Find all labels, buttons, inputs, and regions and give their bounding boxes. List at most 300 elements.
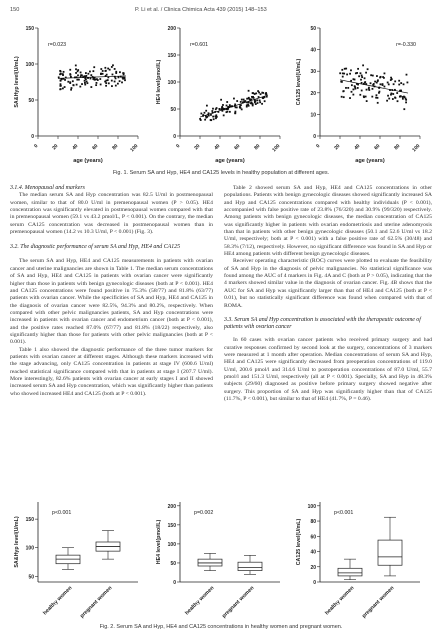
fig1-panel-1 xyxy=(14,26,140,164)
data-point xyxy=(75,72,77,74)
right-column xyxy=(224,185,432,403)
data-point xyxy=(58,76,60,78)
data-point xyxy=(105,80,107,82)
data-point xyxy=(246,106,248,108)
p-value-label: p<0.001 xyxy=(52,510,72,516)
data-point xyxy=(79,86,81,88)
data-point xyxy=(398,84,400,86)
data-point xyxy=(243,99,245,101)
data-point xyxy=(255,92,257,94)
data-point xyxy=(59,70,61,72)
data-point xyxy=(340,81,342,83)
data-point xyxy=(262,92,264,94)
data-point xyxy=(85,72,87,74)
data-point xyxy=(400,82,402,84)
x-tick-label: 20 xyxy=(193,143,202,152)
x-tick-label: 0 xyxy=(175,143,182,150)
data-point xyxy=(81,83,83,85)
paragraph: In 60 cases with ovarian cancer patients who received primary surgery and had curative responses confirmed by second look at the surgery, concentrations of 3 markers were measured at 1 month after operation. Median concentrations of serum SA and Hyp, HE4 and CA125 were significantly decreased from preoperation concentrations of 119.0 U/ml, 200.6 pmol/l and 314.6 U/ml to postoperation concentrations of 87.0 U/ml, 55.7 pmol/l and 151.3 U/ml, respectively (all at P < 0.001). Specially, SA and Hyp in 48.3% subjects (29/60) diagnosed as positive before primary surgery showed negative after surgery. This proportion of SA and Hyp was significantly higher than that of CA125 (11.7%, P < 0.001), but similar to that of HE4 (41.7%, P = 0.46). xyxy=(224,337,432,402)
data-point xyxy=(361,75,363,77)
y-tick-label: 50 xyxy=(170,560,176,567)
figure-2 xyxy=(8,494,434,622)
y-tick-label: 60 xyxy=(310,534,316,541)
y-tick-label: 100 xyxy=(25,545,34,552)
y-tick-label: 40 xyxy=(310,549,316,556)
data-point xyxy=(392,98,394,100)
data-point xyxy=(96,78,98,80)
x-axis-label: age (years) xyxy=(73,158,103,164)
paragraph: Table 2 showed serum SA and Hyp, HE4 and CA125 concentrations in other populations. Patients with benign gynecologic diseases showed significantly increased SA and Hyp and CA125 concentrations compared with healthy individuals (P < 0.001), accompanied with false positive rate of 23.8% (76/320) and 30.9% (99/320) respectively. Among patients with benign gynecologic diseases, the median concentration of CA125 was significantly higher in patients with ovarian endometriosis and uterine adenomyosis than that in patients with other benign gynecologic diseases (50.1 and 52.6 U/ml vs 18.2 U/ml, respectively; both at P < 0.001) with a false positive rate of 62.5% (30/48) and 58.3% (7/12), respectively. However, no significant difference was found in SA and Hyp or HE4 among patients with different benign gynecologic diseases. xyxy=(224,185,432,258)
data-point xyxy=(244,100,246,102)
data-point xyxy=(69,69,71,71)
data-point xyxy=(199,118,201,120)
data-point xyxy=(95,84,97,86)
data-point xyxy=(344,68,346,70)
y-tick-label: 100 xyxy=(25,62,34,68)
x-tick-label: 100 xyxy=(271,143,282,154)
data-point xyxy=(372,84,374,86)
data-point xyxy=(252,92,254,94)
data-point xyxy=(366,89,368,91)
figure-2-caption: Fig. 2. Serum SA and Hyp, HE4 and CA125 concentrations in healthy women and pregnant women. xyxy=(99,624,343,630)
data-point xyxy=(261,103,263,105)
paragraph: Receiver operating characteristic (ROC) curves were plotted to evaluate the feasibility of SA and Hyp in the diagnosis of pelvic malignancies. No statistical significance was found among the AUC of 4 markers in Fig. 4A and C (both at P > 0.05), indicating that the 4 markers showed similar value in the diagnosis of ovarian cancer. Fig. 4B shows that the AUC for SA and Hyp was significantly larger than that of HE4 and CA125 (both at P < 0.01), but no statistically significant difference was found when compared with that of ROMA. xyxy=(224,258,432,309)
data-point xyxy=(111,85,113,87)
data-point xyxy=(84,80,86,82)
y-tick-label: 100 xyxy=(167,80,176,86)
data-point xyxy=(391,93,393,95)
data-point xyxy=(236,100,238,102)
data-point xyxy=(391,78,393,80)
data-point xyxy=(254,101,256,103)
data-point xyxy=(346,74,348,76)
data-point xyxy=(234,103,236,105)
data-point xyxy=(123,73,125,75)
data-point xyxy=(361,90,363,92)
data-point xyxy=(76,79,78,81)
y-tick-label: 100 xyxy=(167,541,176,548)
data-point xyxy=(86,81,88,83)
data-point xyxy=(361,76,363,78)
data-point xyxy=(226,101,228,103)
figure-1-caption: Fig. 1. Serum SA and Hyp, HE4 and CA125 levels in healthy population at different ages. xyxy=(112,170,330,176)
category-label: healthy women xyxy=(184,585,216,617)
y-tick-label: 0 xyxy=(173,134,176,140)
data-point xyxy=(60,85,62,87)
data-point xyxy=(233,98,235,100)
fig2-panel-1 xyxy=(14,502,138,619)
category-label: healthy women xyxy=(324,585,356,617)
data-point xyxy=(64,86,66,88)
y-axis-label: SA&Hyp level(U/mL) xyxy=(14,516,20,568)
correlation-label: r=0.601 xyxy=(190,42,209,48)
data-point xyxy=(257,102,259,104)
data-point xyxy=(352,94,354,96)
data-point xyxy=(119,80,121,82)
x-axis-label: age (years) xyxy=(355,158,385,164)
data-point xyxy=(372,88,374,90)
data-point xyxy=(371,96,373,98)
data-point xyxy=(343,90,345,92)
data-point xyxy=(351,91,353,93)
category-label: pregnant women xyxy=(79,585,114,620)
data-point xyxy=(89,71,91,73)
data-point xyxy=(112,64,114,66)
data-point xyxy=(360,79,362,81)
data-point xyxy=(72,84,74,86)
section-3-3-title: 3.3. Serum SA and Hyp concentration is associated with the therapeutic outcome of patients with ovarian cancer xyxy=(224,316,421,331)
data-point xyxy=(226,105,228,107)
data-point xyxy=(216,107,218,109)
data-point xyxy=(384,72,386,74)
data-point xyxy=(75,65,77,67)
y-axis-label: SA&Hyp level(U/mL) xyxy=(14,56,20,108)
data-point xyxy=(365,72,367,74)
data-point xyxy=(396,92,398,94)
data-point xyxy=(229,111,231,113)
data-point xyxy=(355,72,357,74)
data-point xyxy=(249,98,251,100)
data-point xyxy=(349,73,351,75)
data-point xyxy=(218,108,220,110)
data-point xyxy=(70,89,72,91)
data-point xyxy=(403,83,405,85)
paragraph: The serum SA and Hyp, HE4 and CA125 measurements in patients with ovarian cancer and uterine malignancies are shown in Table 1. The median serum concentrations of SA and Hyp, HE4 and CA125 in patients with ovarian cancer were significantly higher than those in patients with benign gynecologic diseases (both at P < 0.001). HE4 and CA125 concentrations were found positive in 75.3% (58/77) and 81.8% (63/77) patients with ovarian cancer. While the specificities of SA and Hyp, HE4 and CA125 in the diagnosis of ovarian cancer were 82.5%, 94.3% and 80.2%, respectively. When compared with other pelvic malignancies patients, SA and Hyp concentrations were increased in patients with ovarian cancer and endometrium cancer (both at P < 0.001), and the positive rates reached 87.0% (67/77) and 81.8% (18/22) respectively, also significantly higher than those for patients with other pelvic malignancies (both at P < 0.001). xyxy=(10,258,213,346)
paragraph: Table 1 also showed the diagnostic performance of the three tumor markers for patients with ovarian cancer at different stages. Although these markers increased with the stage advancing, only CA125 concentration in patients at stage IV (600.6 U/ml) reached statistical significance compared with that in patients at stage I (207.7 U/ml). More interestingly, 82.6% patients with ovarian cancer at early stages I and II showed increased serum SA and Hyp concentration, which was significantly higher than patients who showed increased HE4 and CA125 (both at P < 0.001). xyxy=(10,346,213,397)
data-point xyxy=(62,74,64,76)
data-point xyxy=(77,74,79,76)
right-column-body xyxy=(224,185,432,310)
data-point xyxy=(61,78,63,80)
data-point xyxy=(358,75,360,77)
data-point xyxy=(123,77,125,79)
data-point xyxy=(200,113,202,115)
y-tick-label: 20 xyxy=(310,564,316,571)
y-tick-label: 150 xyxy=(167,522,176,529)
data-point xyxy=(210,114,212,116)
data-point xyxy=(252,96,254,98)
data-point xyxy=(63,71,65,73)
data-point xyxy=(85,78,87,80)
data-point xyxy=(357,87,359,89)
data-point xyxy=(208,115,210,117)
y-tick-label: 50 xyxy=(28,574,34,581)
box xyxy=(378,540,402,565)
data-point xyxy=(114,81,116,83)
data-point xyxy=(213,118,215,120)
data-point xyxy=(350,80,352,82)
figure-1 xyxy=(8,18,434,168)
data-point xyxy=(90,86,92,88)
section-3-1-4-body: The median serum SA and Hyp concentration was 82.5 U/ml in postmenopausal women, similar to that of 80.0 U/ml in premenopausal women (P > 0.05). HE4 concentration was significantly elevated in postmenopausal women compared with that in premenopausal women (59.1 vs 43.2 pmol/L, P < 0.001). On the contrary, the median serum CA125 concentration was decreased in postmenopausal women than in premenopausal women (14.2 vs 10.3 U/ml, P < 0.001) (Fig. 3). xyxy=(10,192,213,235)
data-point xyxy=(90,74,92,76)
data-point xyxy=(360,72,362,74)
x-tick-label: 40 xyxy=(213,143,222,152)
x-tick-label: 20 xyxy=(333,143,342,152)
data-point xyxy=(60,73,62,75)
y-tick-label: 50 xyxy=(310,26,316,32)
fig2-panel-2 xyxy=(156,502,280,619)
data-point xyxy=(96,82,98,84)
box xyxy=(338,568,362,576)
data-point xyxy=(370,74,372,76)
data-point xyxy=(407,82,409,84)
x-tick-label: 40 xyxy=(71,143,80,152)
box xyxy=(238,562,262,570)
data-point xyxy=(204,112,206,114)
data-point xyxy=(264,100,266,102)
data-point xyxy=(339,72,341,74)
y-axis-label: CA125 level(U/mL) xyxy=(296,518,302,566)
data-point xyxy=(77,69,79,71)
regression-line xyxy=(340,80,408,93)
journal-header: P. Li et al. / Clinica Chimica Acta 439 (2015) 148–153 xyxy=(135,7,267,13)
p-value-label: p=0.002 xyxy=(194,510,214,516)
x-tick-label: 60 xyxy=(233,143,242,152)
data-point xyxy=(100,84,102,86)
data-point xyxy=(70,74,72,76)
data-point xyxy=(250,102,252,104)
data-point xyxy=(107,68,109,70)
data-point xyxy=(257,90,259,92)
data-point xyxy=(60,88,62,90)
data-point xyxy=(366,100,368,102)
data-point xyxy=(111,80,113,82)
data-point xyxy=(211,110,213,112)
data-point xyxy=(349,97,351,99)
data-point xyxy=(343,96,345,98)
x-tick-label: 60 xyxy=(373,143,382,152)
data-point xyxy=(370,82,372,84)
y-tick-label: 50 xyxy=(170,107,176,113)
figure-2-charts xyxy=(8,494,434,622)
data-point xyxy=(212,116,214,118)
y-axis-label: HE4 level(pmol/L) xyxy=(156,59,162,105)
data-point xyxy=(343,73,345,75)
data-point xyxy=(397,100,399,102)
data-point xyxy=(400,90,402,92)
data-point xyxy=(80,72,82,74)
data-point xyxy=(220,99,222,101)
data-point xyxy=(405,101,407,103)
data-point xyxy=(259,100,261,102)
data-point xyxy=(403,108,405,110)
data-point xyxy=(382,76,384,78)
x-tick-label: 100 xyxy=(129,143,140,154)
data-point xyxy=(390,77,392,79)
data-point xyxy=(406,74,408,76)
data-point xyxy=(241,99,243,101)
data-point xyxy=(108,82,110,84)
y-tick-label: 0 xyxy=(313,134,316,140)
section-3-2-title: 3.2. The diagnostic performance of serum SA and Hyp, HE4 and CA125 xyxy=(10,244,181,251)
data-point xyxy=(365,96,367,98)
data-point xyxy=(259,101,261,103)
data-point xyxy=(226,111,228,113)
data-point xyxy=(222,104,224,106)
data-point xyxy=(359,94,361,96)
data-point xyxy=(114,68,116,70)
y-tick-label: 200 xyxy=(167,503,176,510)
data-point xyxy=(92,70,94,72)
data-point xyxy=(341,69,343,71)
data-point xyxy=(376,94,378,96)
data-point xyxy=(351,84,353,86)
data-point xyxy=(387,82,389,84)
data-point xyxy=(380,83,382,85)
x-tick-label: 100 xyxy=(411,143,422,154)
data-point xyxy=(377,102,379,104)
y-axis-label: CA125 level(U/mL) xyxy=(296,58,302,106)
data-point xyxy=(398,80,400,82)
data-point xyxy=(234,112,236,114)
data-point xyxy=(102,70,104,72)
data-point xyxy=(388,98,390,100)
p-value-label: p<0.001 xyxy=(334,510,354,516)
x-axis-label: age (years) xyxy=(215,158,245,164)
x-tick-label: 80 xyxy=(111,143,120,152)
data-point xyxy=(119,71,121,73)
data-point xyxy=(105,85,107,87)
data-point xyxy=(368,87,370,89)
y-tick-label: 40 xyxy=(310,47,316,54)
data-point xyxy=(106,74,108,76)
data-point xyxy=(105,82,107,84)
data-point xyxy=(387,95,389,97)
data-point xyxy=(69,82,71,84)
data-point xyxy=(206,105,208,107)
data-point xyxy=(84,82,86,84)
data-point xyxy=(124,79,126,81)
data-point xyxy=(352,89,354,91)
data-point xyxy=(104,67,106,69)
x-tick-label: 60 xyxy=(91,143,100,152)
data-point xyxy=(394,97,396,99)
y-tick-label: 0 xyxy=(313,580,316,586)
data-point xyxy=(121,81,123,83)
data-point xyxy=(386,100,388,102)
data-point xyxy=(87,82,89,84)
fig1-panel-3 xyxy=(296,26,422,164)
data-point xyxy=(90,78,92,80)
data-point xyxy=(382,84,384,86)
data-point xyxy=(362,64,364,66)
data-point xyxy=(361,82,363,84)
category-label: pregnant women xyxy=(361,585,396,620)
y-tick-label: 30 xyxy=(310,69,316,76)
data-point xyxy=(377,79,379,81)
data-point xyxy=(239,106,241,108)
page-number: 150 xyxy=(10,7,20,13)
section-3-1-4-title: 3.1.4. Menopausal and markers xyxy=(10,185,85,191)
x-tick-label: 0 xyxy=(33,143,40,150)
y-tick-label: 80 xyxy=(310,519,316,526)
data-point xyxy=(240,101,242,103)
data-point xyxy=(204,119,206,121)
data-point xyxy=(72,80,74,82)
x-tick-label: 0 xyxy=(315,143,322,150)
correlation-label: r=0.023 xyxy=(48,42,67,48)
data-point xyxy=(266,93,268,95)
y-tick-label: 0 xyxy=(173,580,176,586)
data-point xyxy=(115,78,117,80)
data-point xyxy=(384,86,386,88)
data-point xyxy=(377,97,379,99)
data-point xyxy=(392,93,394,95)
data-point xyxy=(109,69,111,71)
data-point xyxy=(70,76,72,78)
data-point xyxy=(341,96,343,98)
data-point xyxy=(241,108,243,110)
data-point xyxy=(105,70,107,72)
data-point xyxy=(347,87,349,89)
data-point xyxy=(99,78,101,80)
left-column xyxy=(10,185,213,398)
data-point xyxy=(247,104,249,106)
y-tick-label: 10 xyxy=(310,112,316,119)
data-point xyxy=(368,89,370,91)
data-point xyxy=(221,106,223,108)
x-tick-label: 80 xyxy=(253,143,262,152)
figure-1-charts xyxy=(8,18,434,168)
data-point xyxy=(100,68,102,70)
data-point xyxy=(67,81,69,83)
data-point xyxy=(214,116,216,118)
data-point xyxy=(345,87,347,89)
data-point xyxy=(252,103,254,105)
data-point xyxy=(376,75,378,77)
data-point xyxy=(256,99,258,101)
data-point xyxy=(388,83,390,85)
data-point xyxy=(223,114,225,116)
data-point xyxy=(205,110,207,112)
y-tick-label: 0 xyxy=(31,134,34,140)
data-point xyxy=(80,76,82,78)
data-point xyxy=(76,84,78,86)
data-point xyxy=(342,76,344,78)
data-point xyxy=(102,73,104,75)
data-point xyxy=(354,79,356,81)
data-point xyxy=(100,73,102,75)
data-point xyxy=(115,85,117,87)
y-axis-label: HE4 level(pmol/L) xyxy=(156,519,162,565)
data-point xyxy=(112,74,114,76)
section-3-3-body xyxy=(224,337,432,403)
data-point xyxy=(405,98,407,100)
data-point xyxy=(212,108,214,110)
y-tick-label: 50 xyxy=(28,98,34,104)
data-point xyxy=(234,111,236,113)
data-point xyxy=(206,116,208,118)
section-3-2-body xyxy=(10,258,213,398)
data-point xyxy=(364,77,366,79)
data-point xyxy=(75,68,77,70)
data-point xyxy=(248,90,250,92)
x-tick-label: 40 xyxy=(353,143,362,152)
fig2-panel-3 xyxy=(296,502,420,619)
data-point xyxy=(111,66,113,68)
x-tick-label: 80 xyxy=(393,143,402,152)
data-point xyxy=(236,107,238,109)
data-point xyxy=(215,117,217,119)
data-point xyxy=(84,84,86,86)
y-tick-label: 150 xyxy=(167,53,176,59)
fig1-panel-2 xyxy=(156,26,282,164)
data-point xyxy=(393,83,395,85)
data-point xyxy=(394,80,396,82)
data-point xyxy=(260,93,262,95)
data-point xyxy=(402,98,404,100)
